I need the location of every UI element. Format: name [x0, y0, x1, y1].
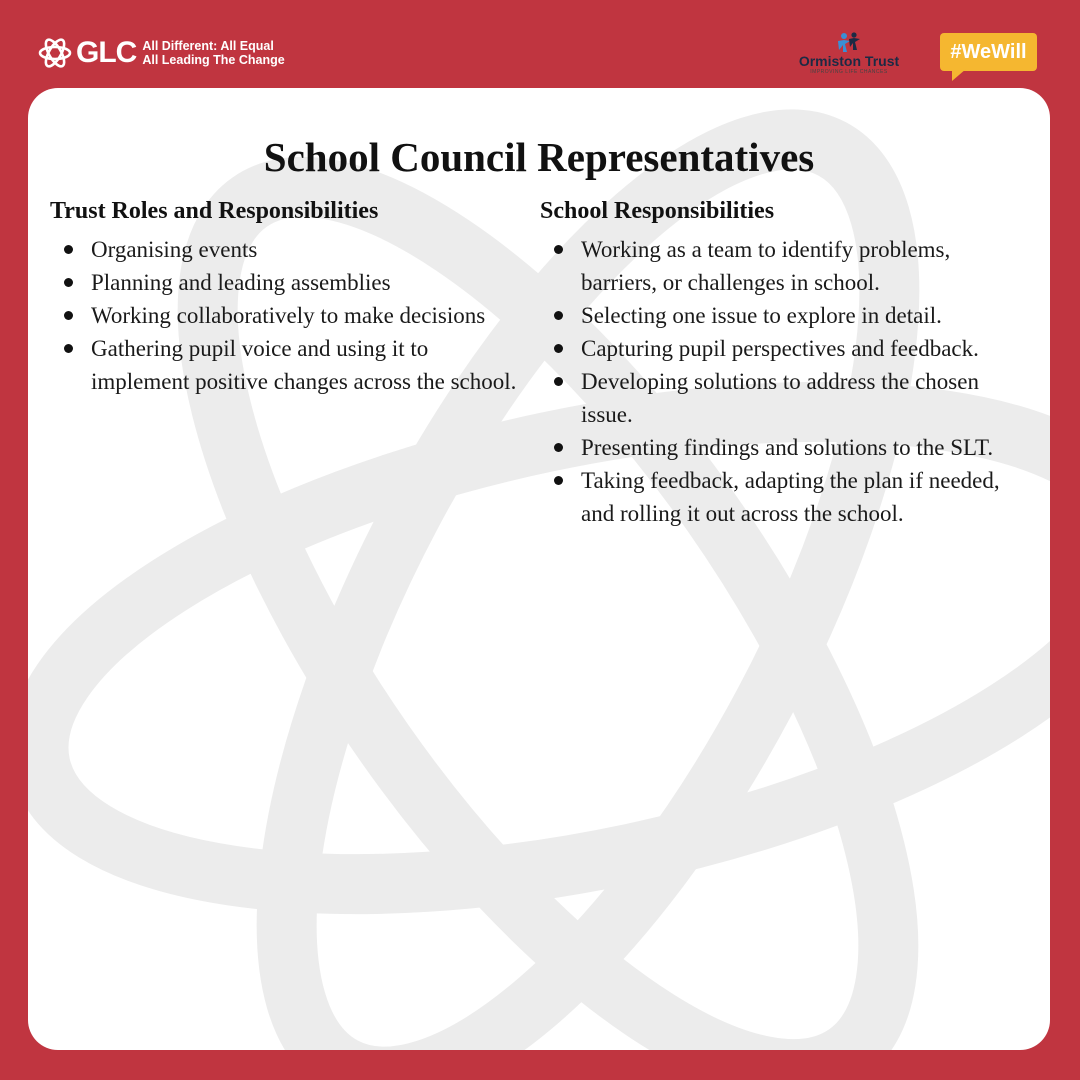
content-card: [28, 88, 1050, 1050]
ormiston-name: Ormiston Trust: [798, 53, 900, 69]
trust-roles-section: [50, 196, 520, 398]
bullet-icon: [64, 278, 73, 287]
glc-tagline-line2: All Leading The Change: [142, 53, 285, 67]
list-item-text: Planning and leading assemblies: [91, 270, 391, 295]
list-item: [50, 332, 520, 398]
school-responsibilities-section: [540, 196, 1030, 530]
glc-tagline-line1: All Different: All Equal: [142, 39, 274, 53]
list-item-text: Selecting one issue to explore in detail.: [581, 303, 942, 328]
list-item-text: Gathering pupil voice and using it to implement positive changes across the school.: [91, 336, 517, 394]
list-item-text: Working collaboratively to make decisions: [91, 303, 486, 328]
bullet-icon: [64, 344, 73, 353]
list-item: [540, 365, 1030, 431]
list-item-text: Developing solutions to address the chosen issue.: [581, 369, 979, 427]
glc-tagline: [142, 39, 284, 67]
bullet-icon: [554, 311, 563, 320]
ormiston-figures-icon: [834, 32, 864, 54]
bullet-icon: [554, 344, 563, 353]
school-responsibilities-heading: School Responsibilities: [540, 198, 775, 224]
list-item-text: Presenting findings and solutions to the SLT.: [581, 435, 994, 460]
list-item: [540, 464, 1030, 530]
bullet-icon: [554, 443, 563, 452]
list-item: [540, 299, 1030, 332]
bullet-icon: [64, 245, 73, 254]
list-item-text: Working as a team to identify problems, barriers, or challenges in school.: [581, 237, 951, 295]
bullet-icon: [554, 245, 563, 254]
list-item: [50, 233, 520, 266]
list-item: [50, 266, 520, 299]
glc-wordmark: GLC: [76, 36, 137, 69]
wewill-hashtag: #WeWill: [940, 33, 1037, 71]
bullet-icon: [554, 377, 563, 386]
ormiston-trust-logo: [792, 32, 906, 80]
glc-star-icon: [38, 36, 72, 70]
bullet-icon: [64, 311, 73, 320]
list-item: [540, 233, 1030, 299]
list-item-text: Capturing pupil perspectives and feedback.: [581, 336, 979, 361]
trust-roles-heading: Trust Roles and Responsibilities: [50, 198, 379, 224]
ormiston-strapline: IMPROVING LIFE CHANCES: [810, 69, 888, 75]
list-item: [540, 332, 1030, 365]
bullet-icon: [554, 476, 563, 485]
list-item: [50, 299, 520, 332]
list-item-text: Organising events: [91, 237, 258, 262]
trust-roles-list: [50, 233, 520, 398]
glc-logo: [38, 36, 285, 70]
speech-bubble-tail: [952, 69, 966, 81]
list-item: [540, 431, 1030, 464]
list-item-text: Taking feedback, adapting the plan if needed, and rolling it out across the school.: [581, 468, 1000, 526]
wewill-badge: [940, 33, 1037, 71]
page-title: School Council Representatives: [263, 134, 815, 181]
school-responsibilities-list: [540, 233, 1030, 530]
